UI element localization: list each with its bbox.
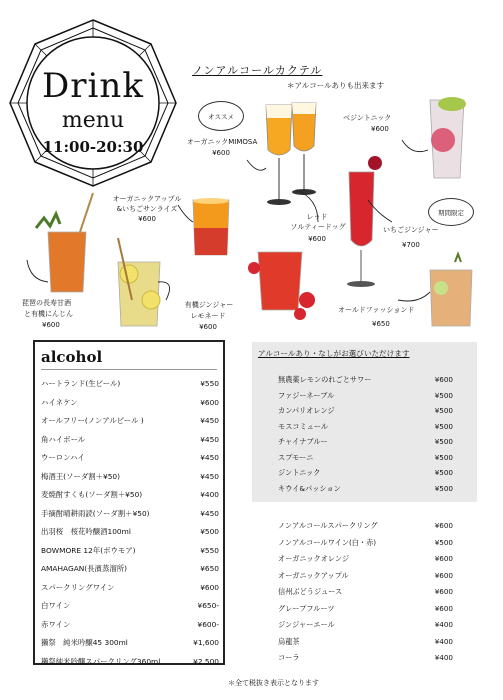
item-price: ¥500 <box>434 390 453 400</box>
item-price: ¥650- <box>197 601 219 610</box>
item-price: ¥500 <box>434 437 453 446</box>
item-name: オーガニックアップル <box>278 570 349 580</box>
amazake-glass-icon <box>36 193 93 292</box>
soft-drinks-list <box>252 520 477 670</box>
mimosa-name: オーガニックMIMOSA <box>186 138 258 146</box>
ichigo-ginger-name: いちごジンジャー <box>383 226 439 234</box>
menu-row <box>41 434 219 446</box>
mimosa-glasses-icon <box>266 103 316 205</box>
menu-row <box>41 656 219 668</box>
menu-row <box>278 452 453 464</box>
item-price: ¥600 <box>200 582 219 592</box>
menu-row <box>278 586 453 598</box>
divider <box>41 369 217 370</box>
item-name: スパークリングワイン <box>41 582 115 592</box>
item-name: ファジーネーブル <box>278 390 335 400</box>
item-price: ¥450 <box>200 416 219 425</box>
page-subtitle: menu <box>61 108 125 133</box>
item-price: ¥400 <box>434 653 453 662</box>
red-salty-dog-price: ¥600 <box>308 235 326 243</box>
veggie-tonic-name: ベジントニック <box>343 114 392 122</box>
red-salty-dog-name-2: ソルティードッグ <box>290 223 346 231</box>
item-name: 赤ワイン <box>41 619 71 629</box>
item-name: ハートランド(生ビール) <box>41 379 121 388</box>
apple-sunrise-name-1: オーガニックアップル <box>112 195 182 203</box>
menu-row <box>278 421 453 433</box>
menu-row <box>41 637 219 649</box>
apple-sunrise-price: ¥600 <box>138 215 156 223</box>
alcohol-optional-title: アルコールあり・なしがお選びいただけます <box>258 349 410 358</box>
item-name: スプモーニ <box>278 452 314 462</box>
opening-hours: 11:00-20:30 <box>42 138 144 156</box>
page-title: Drink <box>42 66 144 106</box>
menu-row <box>278 374 453 386</box>
item-name: 手摘酎晴耕雨読(ソーダ割＋¥50) <box>41 508 150 518</box>
menu-row <box>41 471 219 483</box>
menu-row <box>41 489 219 501</box>
ginger-lemonade-glass-icon <box>118 238 160 326</box>
item-price: ¥600 <box>434 521 453 530</box>
alcohol-menu-box <box>33 340 225 665</box>
item-price: ¥600 <box>434 603 453 613</box>
item-name: BOWMORE 12年(ボウモア) <box>41 545 136 555</box>
amazake-price: ¥600 <box>42 321 60 329</box>
item-name: ジントニック <box>278 468 321 477</box>
item-name: 角ハイボール <box>41 434 86 444</box>
menu-row <box>41 526 219 538</box>
menu-row <box>278 603 453 615</box>
menu-row <box>278 537 453 549</box>
recommend-bubble: オススメ <box>198 101 244 131</box>
menu-row <box>41 508 219 520</box>
item-name: モスコミュール <box>278 421 329 431</box>
item-price: ¥600- <box>197 619 219 629</box>
menu-row <box>41 452 219 464</box>
menu-row <box>278 619 453 631</box>
item-price: ¥550 <box>200 379 219 388</box>
item-price: ¥500 <box>434 468 453 477</box>
menu-row <box>278 652 453 664</box>
apple-sunrise-glass-icon <box>193 198 229 255</box>
menu-row <box>278 636 453 648</box>
menu-row <box>41 545 219 557</box>
nonalc-note: ＊アルコールありも出来ます <box>287 81 385 90</box>
item-price: ¥450 <box>200 453 219 462</box>
item-name: 信州ぶどうジュース <box>278 587 343 596</box>
item-price: ¥500 <box>200 527 219 536</box>
item-price: ¥450 <box>200 434 219 444</box>
item-name: ハイネケン <box>41 397 78 407</box>
item-name: 麦焼酎すくも(ソーダ割＋¥50) <box>41 490 143 499</box>
menu-row <box>278 520 453 532</box>
item-name: 無農薬レモンのれごとサワー <box>278 375 372 384</box>
menu-row <box>278 390 453 402</box>
item-name: 獺祭 純米吟醸45 300ml <box>41 638 128 647</box>
menu-row <box>278 553 453 565</box>
item-price: ¥500 <box>434 421 453 431</box>
menu-row <box>278 436 453 448</box>
alcohol-title: alcohol <box>41 348 103 366</box>
amazake-name-2: と有機にんじん <box>24 310 73 318</box>
item-price: ¥500 <box>434 452 453 462</box>
old-fashioned-price: ¥650 <box>372 320 390 328</box>
item-name: 獺祭純米吟醸スパークリング360ml <box>41 656 161 666</box>
limited-bubble: 期間限定 <box>428 198 474 226</box>
old-fashioned-glass-icon <box>430 254 472 326</box>
menu-row <box>278 405 453 417</box>
item-price: ¥450 <box>200 508 219 518</box>
mimosa-price: ¥600 <box>212 149 230 157</box>
menu-row <box>278 467 453 479</box>
item-name: グレープフルーツ <box>278 603 335 613</box>
apple-sunrise-name-2: &いちごサンライズ <box>116 205 178 213</box>
item-price: ¥650 <box>200 564 219 573</box>
ginger-lemonade-price: ¥600 <box>199 323 217 331</box>
menu-row <box>41 415 219 427</box>
nonalc-section-title: ノンアルコールカクテル <box>192 64 323 77</box>
ichigo-ginger-price: ¥700 <box>402 241 420 249</box>
menu-row <box>41 619 219 631</box>
item-price: ¥600 <box>434 554 453 563</box>
item-name: AMAHAGAN(長濱蒸溜所) <box>41 564 128 573</box>
amazake-name-1: 琵琶の長寿甘酒 <box>22 299 71 307</box>
menu-row <box>41 600 219 612</box>
item-name: 梅酒王(ソーダ割＋¥50) <box>41 471 120 481</box>
menu-row <box>41 397 219 409</box>
item-price: ¥600 <box>200 397 219 407</box>
menu-row <box>41 563 219 575</box>
item-price: ¥1,600 <box>193 638 219 647</box>
red-salty-dog-glass-icon <box>248 252 315 320</box>
item-name: ジンジャーエール <box>278 620 335 629</box>
item-name: コーラ <box>278 653 300 662</box>
item-price: ¥500 <box>434 537 453 547</box>
item-name: 烏龍茶 <box>278 636 300 646</box>
item-price: ¥600 <box>434 587 453 596</box>
item-name: キウイ&パッション <box>278 483 341 493</box>
item-price: ¥500 <box>434 406 453 415</box>
tax-note: ＊全て税抜き表示となります <box>228 679 319 687</box>
item-price: ¥400 <box>200 490 219 499</box>
old-fashioned-name: オールドファッションド <box>338 306 415 314</box>
item-price: ¥450 <box>200 471 219 481</box>
ginger-lemonade-name-2: レモネード <box>190 312 226 320</box>
veggie-tonic-price: ¥600 <box>371 125 389 133</box>
red-salty-dog-name-1: レッド <box>306 213 328 221</box>
item-name: オールフリー(ノンアルビール ) <box>41 416 144 425</box>
item-price: ¥550 <box>200 545 219 555</box>
item-price: ¥400 <box>434 620 453 629</box>
item-name: ウーロンハイ <box>41 453 85 462</box>
ginger-lemonade-name-1: 有機ジンジャー <box>184 301 234 309</box>
item-price: ¥600 <box>434 375 453 384</box>
item-price: ¥2,500 <box>193 656 219 666</box>
item-name: ノンアルコールワイン(白・赤) <box>278 537 377 547</box>
item-name: チャイナブルー <box>278 437 328 446</box>
alcohol-optional-panel <box>252 342 477 502</box>
item-price: ¥600 <box>434 570 453 580</box>
drink-illustrations <box>0 0 503 340</box>
menu-row <box>41 378 219 390</box>
item-name: カンパリオレンジ <box>278 406 335 415</box>
menu-row <box>278 483 453 495</box>
item-name: オーガニックオレンジ <box>278 554 350 563</box>
item-price: ¥500 <box>434 483 453 493</box>
veggie-tonic-glass-icon <box>430 97 466 178</box>
menu-row <box>41 582 219 594</box>
item-name: 出羽桜 桜花吟醸酒100ml <box>41 527 131 536</box>
item-price: ¥400 <box>434 636 453 646</box>
item-name: ノンアルコールスパークリング <box>278 521 378 530</box>
menu-row <box>278 570 453 582</box>
item-name: 白ワイン <box>41 601 71 610</box>
